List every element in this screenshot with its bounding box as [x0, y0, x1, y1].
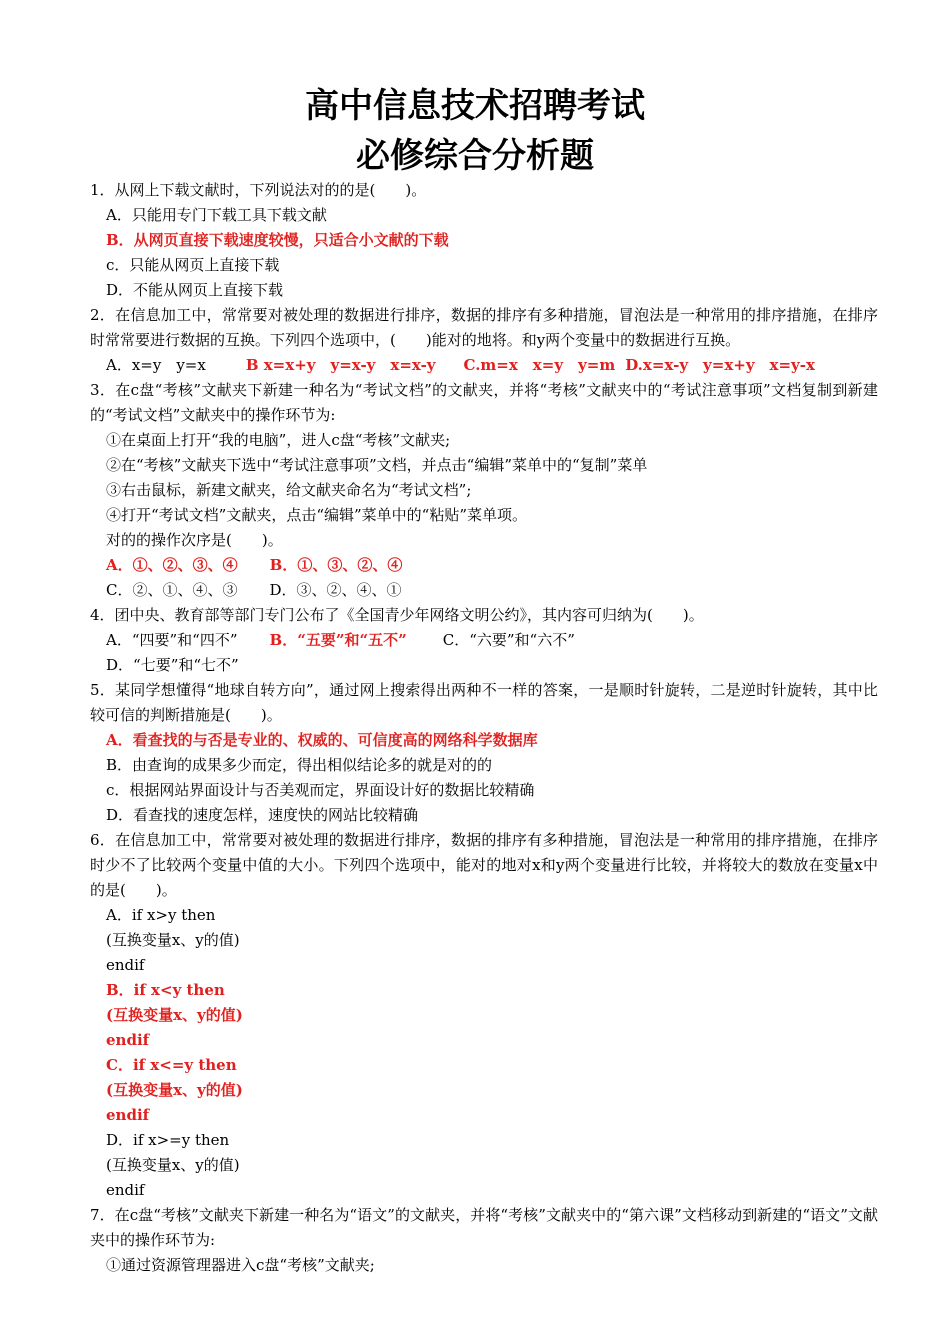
question-6-option-b-line-1-answer: B．if x<y then	[106, 981, 225, 999]
question-6-option-a-line-1: A．if x>y then	[106, 906, 216, 924]
page-subtitle: 必修综合分析题	[356, 136, 594, 176]
question-4-stem: 4．团中央、教育部等部门专门公布了《全国青少年网络文明公约》，其内容可归纳为( )。	[90, 606, 704, 624]
question-7-stem: 7．在c盘“考核”文献夹下新建一种名为“语文”的文献夹，并将“考核”文献夹中的“第六课”文档移动到新建的“语文”文献夹中的操作环节为:	[90, 1206, 878, 1249]
question-4-option-a: A．“四要”和“四不”	[106, 631, 238, 649]
page-title: 高中信息技术招聘考试	[305, 86, 645, 126]
question-6-option-c-line-1-answer: C．if x<=y then	[106, 1056, 237, 1074]
question-4-option-c: C．“六要”和“六不”	[442, 631, 575, 649]
question-3-step-1: ①在桌面上打开“我的电脑”，进人c盘“考核”文献夹;	[106, 431, 451, 449]
question-3-option-b-answer: B．①、③、②、④	[269, 556, 403, 574]
question-6-stem: 6．在信息加工中，常常要对被处理的数据进行排序，数据的排序有多种措施，冒泡法是一种常用的排序措施，在排序时少不了比较两个变量中值的大小。下列四个选项中，能对的地对x和y两个变量进行比较，并将较大的数放在变量x中的是( )。	[90, 831, 878, 899]
question-6-option-c-line-3-answer: endif	[106, 1106, 150, 1124]
question-2-option-b-answer: B x=x+y y=x-y x=x-y	[245, 356, 436, 374]
question-2-option-d-answer: D.x=x-y y=x+y x=y-x	[625, 356, 815, 374]
question-1-option-a: A．只能用专门下载工具下载文献	[106, 206, 327, 224]
question-2-options	[74, 353, 878, 378]
question-6-option-a-line-2: (互换变量x、y的值)	[106, 931, 240, 949]
question-5-option-c: c．根据网站界面设计与否美观而定，界面设计好的数据比较精确	[106, 781, 535, 799]
question-5-option-b: B．由查询的成果多少而定，得出相似结论多的就是对的的	[106, 756, 493, 774]
question-6-option-d-line-3: endif	[106, 1181, 145, 1199]
question-3-option-c: C．②、①、④、③	[106, 581, 238, 599]
question-2-option-a: A．x=y y=x	[106, 356, 206, 374]
question-4-options-abc	[74, 628, 878, 653]
question-3-stem: 3．在c盘“考核”文献夹下新建一种名为“考试文档”的文献夹，并将“考核”文献夹中的“考试注意事项”文档复制到新建的“考试文档”文献夹中的操作环节为:	[90, 381, 878, 424]
question-5-option-d: D．看查找的速度怎样，速度快的网站比较精确	[106, 806, 419, 824]
question-3-option-d: D．③、②、④、①	[269, 581, 402, 599]
question-3-options-ab	[74, 553, 878, 578]
question-3-step-4: ④打开“考试文档”文献夹，点击“编辑”菜单中的“粘贴”菜单项。	[106, 506, 528, 524]
question-6-option-d-line-1: D．if x>=y then	[106, 1131, 230, 1149]
question-3-ask: 对的的操作次序是( )。	[106, 531, 283, 549]
question-6-option-d-line-2: (互换变量x、y的值)	[106, 1156, 240, 1174]
question-3-option-a-answer: A．①、②、③、④	[106, 556, 238, 574]
question-1-stem: 1．从网上下载文献时，下列说法对的的是( )。	[90, 181, 427, 199]
question-3-step-2: ②在“考核”文献夹下选中“考试注意事项”文档，并点击“编辑”菜单中的“复制”菜单	[106, 456, 648, 474]
question-6-option-b-line-3-answer: endif	[106, 1031, 150, 1049]
question-1-option-b-answer: B．从网页直接下载速度较慢，只适合小文献的下载	[106, 231, 449, 249]
question-6-option-b-line-2-answer: (互换变量x、y的值)	[106, 1006, 243, 1024]
question-list	[74, 178, 878, 1278]
question-1-option-c: c．只能从网页上直接下载	[106, 256, 280, 274]
question-5-stem: 5．某同学想懂得“地球自转方向”，通过网上搜索得出两种不一样的答案，一是顺时针旋转，二是逆时针旋转，其中比较可信的判断措施是( )。	[90, 681, 878, 724]
question-4-option-b-answer: B．“五要”和“五不”	[269, 631, 407, 649]
question-5-option-a-answer: A．看查找的与否是专业的、权威的、可信度高的网络科学数据库	[106, 731, 538, 749]
question-7-step-1: ①通过资源管理器进入c盘“考核”文献夹;	[106, 1256, 375, 1274]
question-3-options-cd	[74, 578, 878, 603]
question-3-step-3: ③右击鼠标，新建文献夹，给文献夹命名为“考试文档”;	[106, 481, 472, 499]
question-2-option-c-answer: C.m=x x=y y=m	[463, 356, 616, 374]
question-1-option-d: D．不能从网页上直接下载	[106, 281, 284, 299]
question-6-option-c-line-2-answer: (互换变量x、y的值)	[106, 1081, 243, 1099]
question-4-option-d: D．“七要”和“七不”	[106, 656, 239, 674]
question-2-stem: 2．在信息加工中，常常要对被处理的数据进行排序，数据的排序有多种措施，冒泡法是一种常用的排序措施，在排序时常常要进行数据的互换。下列四个选项中，( )能对的地将。和y两个变量中的数据进行互换。	[90, 306, 878, 349]
question-6-option-a-line-3: endif	[106, 956, 145, 974]
